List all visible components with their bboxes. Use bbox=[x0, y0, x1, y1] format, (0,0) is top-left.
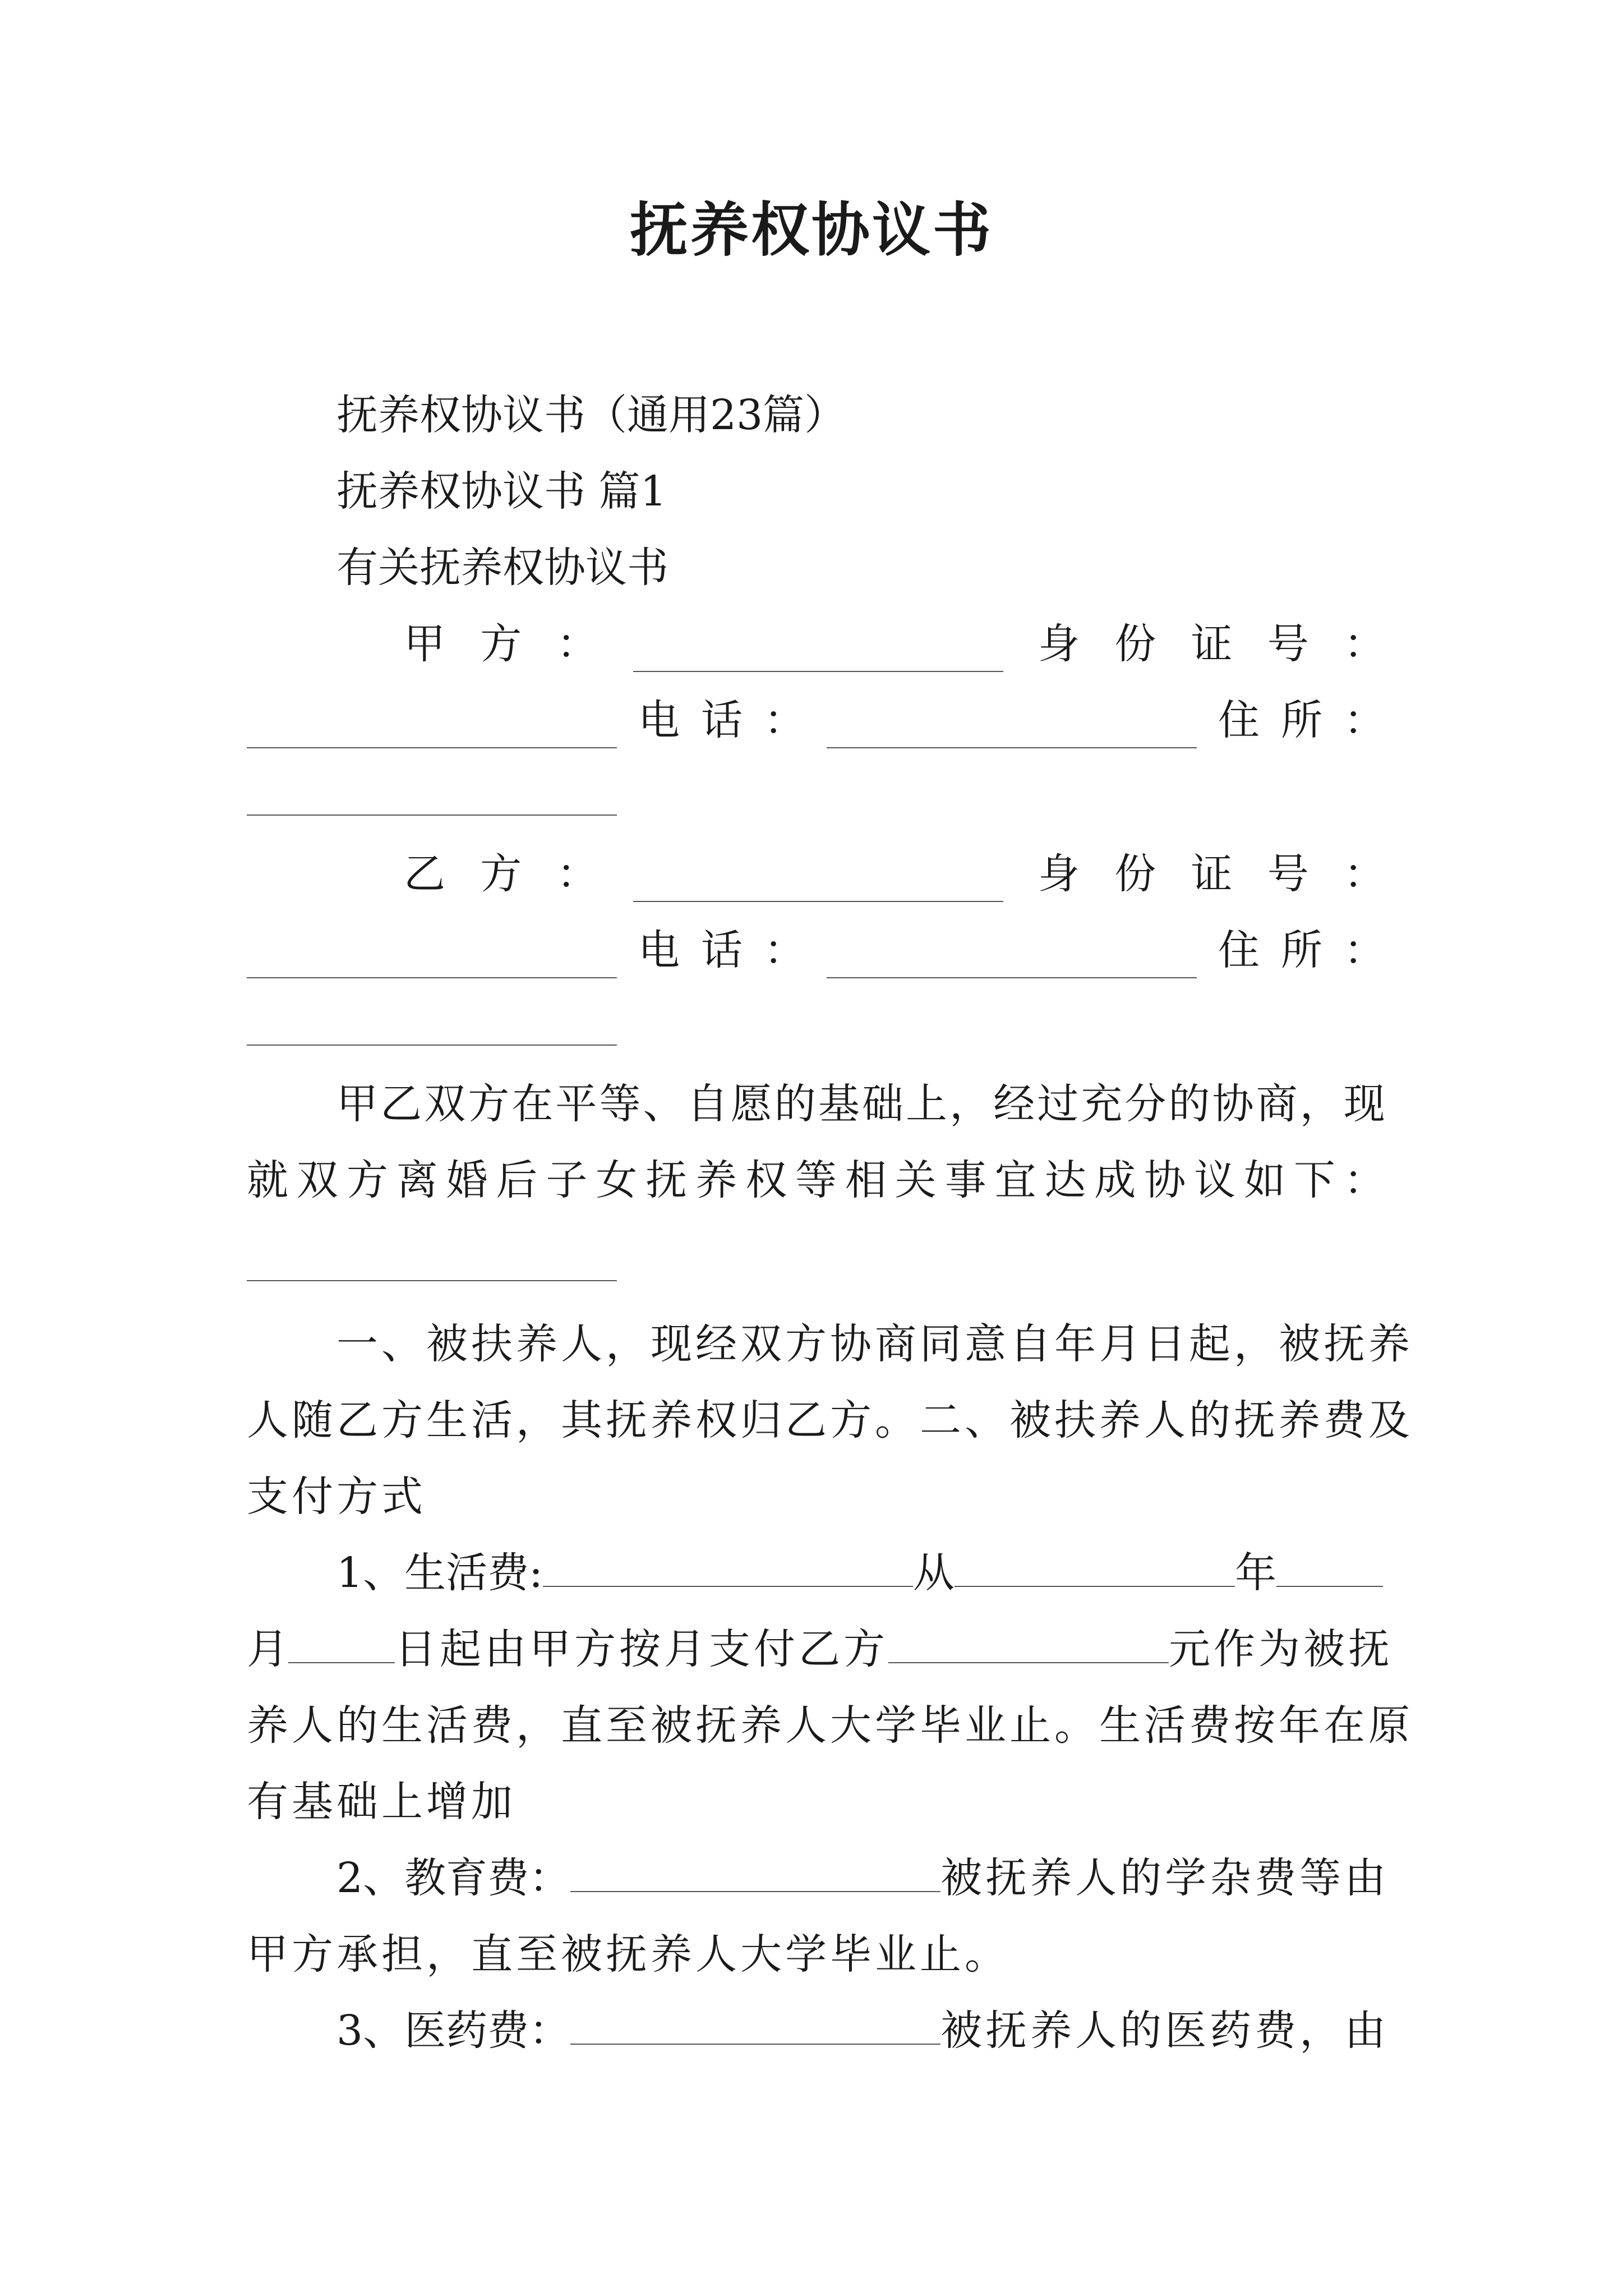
agreement-char: 抚 bbox=[645, 1156, 688, 1204]
living-line-2 bbox=[247, 1621, 1393, 1677]
party-b-phone-blank[interactable] bbox=[827, 938, 1197, 978]
party-b-label-char: 乙 bbox=[404, 850, 445, 898]
agreement-char: 乙 bbox=[380, 1080, 422, 1128]
party-b-label-char: 方 bbox=[480, 850, 522, 898]
agreement-char: 方 bbox=[346, 1156, 388, 1204]
agreement-char: 现 bbox=[1343, 1080, 1385, 1128]
living-start-blank[interactable] bbox=[955, 1547, 1235, 1587]
party-b-id-label-char: ： bbox=[1344, 850, 1385, 898]
party-a-address-label-char: ： bbox=[1344, 696, 1385, 744]
party-b-id-label-char: 身 bbox=[1038, 850, 1080, 898]
document-title: 抚养权协议书 bbox=[629, 195, 993, 264]
education-line-1 bbox=[336, 1850, 1389, 1906]
agreement-char: 就 bbox=[247, 1156, 288, 1204]
agreement-char: 等 bbox=[599, 1080, 641, 1128]
agreement-char: 权 bbox=[745, 1156, 787, 1204]
agreement-char: 上 bbox=[906, 1080, 948, 1128]
education-tail: 被抚养人的学杂费等由 bbox=[940, 1854, 1390, 1902]
agreement-char: ： bbox=[1343, 1156, 1385, 1204]
agreement-char: 宜 bbox=[994, 1156, 1036, 1204]
agreement-char: 养 bbox=[695, 1156, 737, 1204]
agreement-line-2 bbox=[247, 1152, 1385, 1208]
agreement-char: 婚 bbox=[446, 1156, 488, 1204]
living-from: 从 bbox=[913, 1549, 955, 1597]
agreement-char: 充 bbox=[1081, 1080, 1123, 1128]
education-blank[interactable] bbox=[570, 1852, 940, 1892]
agreement-char: 的 bbox=[774, 1080, 816, 1128]
clause-1-line-1: 一、被扶养人，现经双方协商同意自年月日起，被抚养 bbox=[336, 1320, 1413, 1368]
living-line-1 bbox=[336, 1545, 1383, 1601]
party-b-phone-label-char: 话 bbox=[701, 926, 743, 974]
agreement-char: 分 bbox=[1124, 1080, 1166, 1128]
clause-1-line-3: 支付方式 bbox=[247, 1473, 426, 1521]
agreement-char: 议 bbox=[1194, 1156, 1236, 1204]
party-b-row-1 bbox=[404, 846, 1385, 902]
agreement-char: 协 bbox=[1144, 1156, 1186, 1204]
agreement-line-1 bbox=[336, 1076, 1385, 1132]
living-year-blank[interactable] bbox=[1276, 1547, 1383, 1587]
party-a-id-label-char: 证 bbox=[1191, 620, 1233, 668]
medical-label: 3、医药费： bbox=[336, 2007, 571, 2055]
living-line-3: 养人的生活费，直至被抚养人大学毕业止。生活费按年在原 bbox=[247, 1701, 1413, 1750]
party-b-id-label-char: 号 bbox=[1267, 850, 1309, 898]
party-a-id-label-char: 份 bbox=[1114, 620, 1156, 668]
living-amount-blank[interactable] bbox=[543, 1547, 913, 1587]
agreement-char: 基 bbox=[818, 1080, 860, 1128]
agreement-char: 成 bbox=[1094, 1156, 1136, 1204]
living-day-text: 日起由甲方按月支付乙方 bbox=[395, 1625, 888, 1673]
agreement-char: 相 bbox=[845, 1156, 887, 1204]
party-b-id-blank[interactable] bbox=[247, 938, 617, 978]
agreement-char: 在 bbox=[511, 1080, 554, 1128]
agreement-char: ， bbox=[1299, 1080, 1341, 1128]
agreement-char: 等 bbox=[795, 1156, 837, 1204]
agreement-char: 下 bbox=[1294, 1156, 1336, 1204]
party-a-id-label-char: ： bbox=[1344, 620, 1385, 668]
education-line-2: 甲方承担，直至被抚养人大学毕业止。 bbox=[247, 1930, 1009, 1978]
agreement-char: 如 bbox=[1244, 1156, 1286, 1204]
living-year: 年 bbox=[1235, 1549, 1277, 1597]
agreement-char: 础 bbox=[861, 1080, 903, 1128]
party-b-address-label-char: 住 bbox=[1218, 926, 1260, 974]
party-b-phone-label-char: ： bbox=[764, 926, 805, 974]
agreement-char: 达 bbox=[1044, 1156, 1086, 1204]
party-a-label-char: 甲 bbox=[404, 620, 445, 668]
agreement-char: 女 bbox=[596, 1156, 638, 1204]
party-b-address-label-char: 所 bbox=[1281, 926, 1322, 974]
agreement-char: 后 bbox=[496, 1156, 538, 1204]
party-a-phone-label-char: ： bbox=[764, 696, 805, 744]
living-line-4: 有基础上增加 bbox=[247, 1778, 516, 1826]
living-monthly-amount-blank[interactable] bbox=[888, 1623, 1169, 1663]
party-a-id-label-char: 身 bbox=[1038, 620, 1080, 668]
party-b-id-label-char: 证 bbox=[1191, 850, 1233, 898]
agreement-char: 方 bbox=[468, 1080, 510, 1128]
party-b-phone-label-char: 电 bbox=[638, 926, 680, 974]
party-a-phone-label-char: 电 bbox=[638, 696, 680, 744]
clause-1-line-2: 人随乙方生活，其抚养权归乙方。二、被扶养人的抚养费及 bbox=[247, 1396, 1413, 1444]
party-b-address-blank[interactable] bbox=[247, 1045, 617, 1046]
agreement-char: 离 bbox=[396, 1156, 438, 1204]
living-yuan-text: 元作为被抚 bbox=[1169, 1625, 1393, 1673]
party-a-id-label-char: 号 bbox=[1267, 620, 1309, 668]
intro-line-3: 有关抚养权协议书 bbox=[336, 544, 668, 592]
party-a-row-2 bbox=[247, 692, 1385, 748]
agreement-char: 商 bbox=[1256, 1080, 1298, 1128]
party-b-address-label-char: ： bbox=[1344, 926, 1385, 974]
agreement-char: 协 bbox=[1212, 1080, 1254, 1128]
party-a-address-label-char: 住 bbox=[1218, 696, 1260, 744]
intro-line-1: 抚养权协议书（通用23篇） bbox=[336, 391, 846, 439]
agreement-char: 过 bbox=[1037, 1080, 1079, 1128]
intro-line-2: 抚养权协议书 篇1 bbox=[336, 467, 667, 516]
party-a-label-char: ： bbox=[556, 620, 598, 668]
medical-line-1 bbox=[336, 2003, 1389, 2059]
agreement-char: 愿 bbox=[730, 1080, 772, 1128]
agreement-char: 甲 bbox=[336, 1080, 378, 1128]
party-a-phone-label-char: 话 bbox=[701, 696, 743, 744]
party-a-name-blank[interactable] bbox=[633, 632, 1003, 672]
party-b-label-char: ： bbox=[556, 850, 598, 898]
party-b-row-2 bbox=[247, 922, 1385, 978]
living-month: 月 bbox=[247, 1625, 288, 1673]
agreement-char: 平 bbox=[555, 1080, 597, 1128]
party-b-id-label-char: 份 bbox=[1114, 850, 1156, 898]
agreement-char: 子 bbox=[546, 1156, 588, 1204]
medical-tail: 被抚养人的医药费，由 bbox=[940, 2007, 1390, 2055]
agreement-char: 、 bbox=[643, 1080, 685, 1128]
party-b-name-blank[interactable] bbox=[633, 862, 1003, 902]
agreement-char: 双 bbox=[296, 1156, 338, 1204]
agreement-char: ， bbox=[949, 1080, 992, 1128]
party-a-address-label-char: 所 bbox=[1281, 696, 1322, 744]
education-label: 2、教育费： bbox=[336, 1854, 571, 1902]
party-a-label-char: 方 bbox=[480, 620, 522, 668]
medical-blank[interactable] bbox=[570, 2004, 940, 2045]
agreement-char: 关 bbox=[895, 1156, 937, 1204]
agreement-char: 双 bbox=[424, 1080, 466, 1128]
agreement-char: 自 bbox=[686, 1080, 728, 1128]
agreement-char: 的 bbox=[1168, 1080, 1210, 1128]
agreement-char: 经 bbox=[993, 1080, 1035, 1128]
party-a-row-1 bbox=[404, 616, 1385, 672]
party-a-id-blank[interactable] bbox=[247, 708, 617, 748]
living-month-blank[interactable] bbox=[288, 1623, 395, 1663]
living-label: 1、生活费: bbox=[336, 1549, 543, 1597]
party-a-address-blank[interactable] bbox=[247, 815, 617, 816]
agreement-blank[interactable] bbox=[247, 1280, 617, 1281]
agreement-char: 事 bbox=[944, 1156, 986, 1204]
party-a-phone-blank[interactable] bbox=[827, 708, 1197, 748]
